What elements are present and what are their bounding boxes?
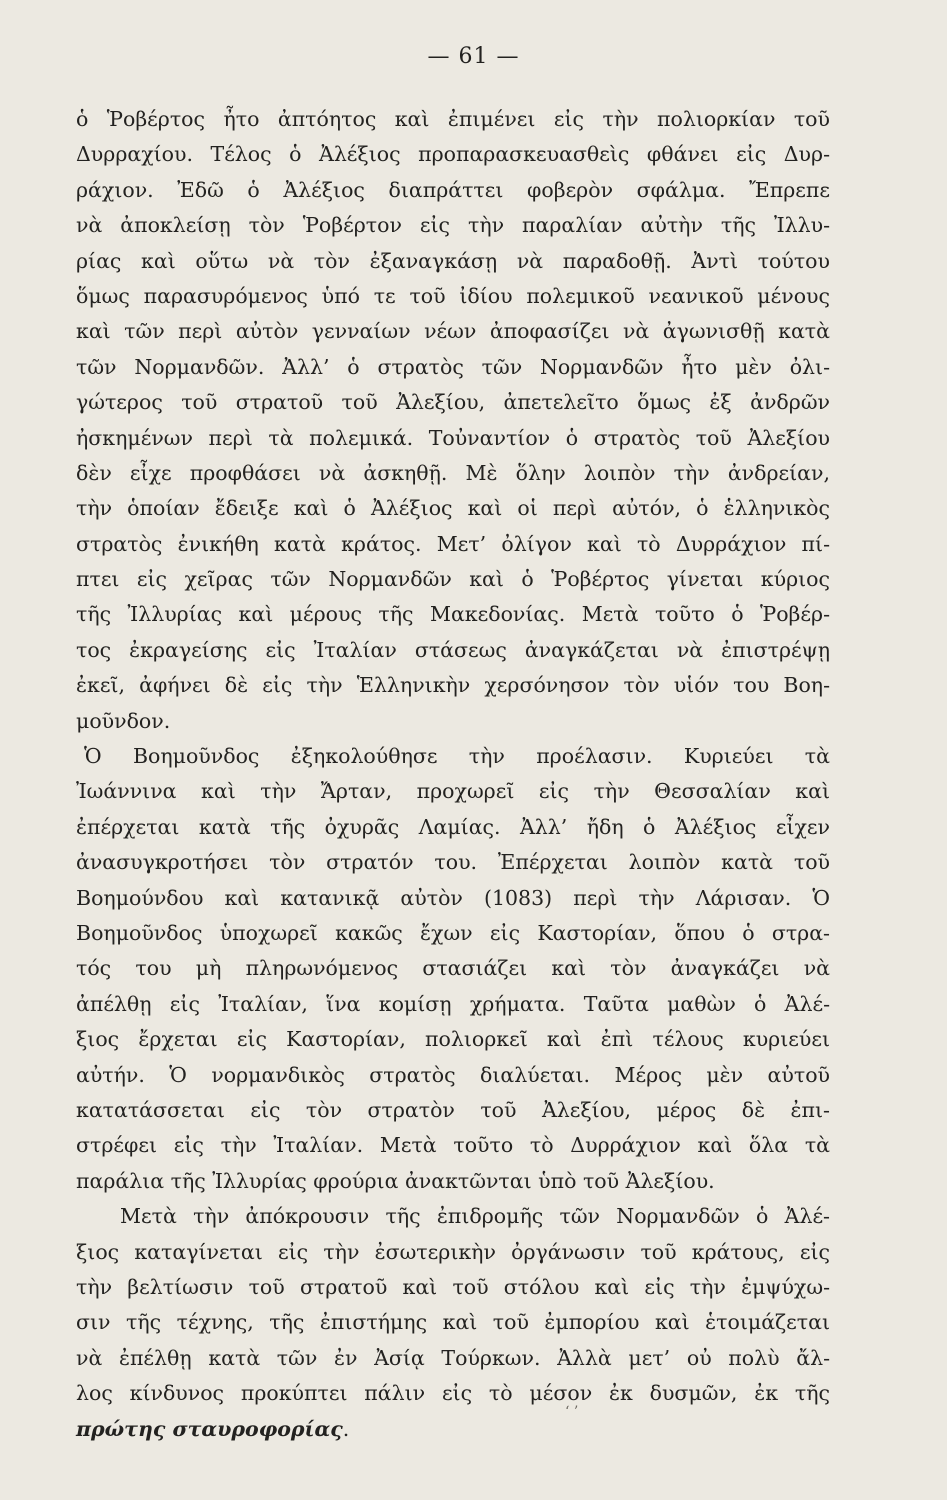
text-line: τος ἐκραγείσης εἰς Ἰταλίαν στάσεως ἀναγκάζεται νὰ ἐπιστρέψῃ: [76, 637, 830, 662]
text-line: τὴν βελτίωσιν τοῦ στρατοῦ καὶ τοῦ στόλου καὶ εἰς τὴν ἐμψύχω-: [76, 1274, 830, 1299]
text-line: ρίας καὶ οὕτω νὰ τὸν ἐξαναγκάσῃ νὰ παραδοθῇ. Ἀντὶ τούτου: [76, 248, 830, 273]
text-line: τῆς Ἰλλυρίας καὶ μέρους τῆς Μακεδονίας. Μετὰ τοῦτο ὁ Ῥοβέρ-: [76, 602, 830, 627]
text-line: ξιος καταγίνεται εἰς τὴν ἐσωτερικὴν ὀργάνωσιν τοῦ κράτους, εἰς: [76, 1239, 830, 1264]
footer-mark: ‘ ’: [565, 1404, 579, 1420]
text-line: Δυρραχίου. Τέλος ὁ Ἀλέξιος προπαρασκευασθεὶς φθάνει εἰς Δυρ-: [76, 142, 830, 167]
text-line: νὰ ἐπέλθῃ κατὰ τῶν ἐν Ἀσίᾳ Τούρκων. Ἀλλὰ μετ’ οὐ πολὺ ἄλ-: [76, 1345, 830, 1370]
text-line: Μετὰ τὴν ἀπόκρουσιν τῆς ἐπιδρομῆς τῶν Νορμανδῶν ὁ Ἀλέ-: [120, 1204, 830, 1229]
text-line: πτει εἰς χεῖρας τῶν Νορμανδῶν καὶ ὁ Ῥοβέρτος γίνεται κύριος: [76, 567, 830, 592]
final-line: [76, 1412, 830, 1447]
page-number: — 61 —: [427, 44, 520, 69]
text-line: Ὁ Βοημοῦνδος ἐξηκολούθησε τὴν προέλασιν. Κυριεύει τὰ: [84, 744, 830, 769]
text-line: τός του μὴ πληρωνόμενος στασιάζει καὶ τὸν ἀναγκάζει νὰ: [76, 956, 830, 981]
body-text: [76, 102, 830, 1411]
text-line: δὲν εἶχε προφθάσει νὰ ἀσκηθῇ. Μὲ ὅλην λοιπὸν τὴν ἀνδρείαν,: [76, 460, 830, 485]
text-line: αὐτήν. Ὁ νορμανδικὸς στρατὸς διαλύεται. Μέρος μὲν αὐτοῦ: [76, 1062, 830, 1087]
text-line: στρατὸς ἐνικήθη κατὰ κράτος. Μετ’ ὀλίγον καὶ τὸ Δυρράχιον πί-: [76, 531, 830, 556]
text-line: ὅμως παρασυρόμενος ὑπό τε τοῦ ἰδίου πολεμικοῦ νεανικοῦ μένους: [76, 283, 830, 308]
text-line: κατατάσσεται εἰς τὸν στρατὸν τοῦ Ἀλεξίου, μέρος δὲ ἐπι-: [76, 1097, 830, 1122]
text-line: ξιος ἔρχεται εἰς Καστορίαν, πολιορκεῖ καὶ ἐπὶ τέλους κυριεύει: [76, 1027, 830, 1052]
text-line: ράχιον. Ἐδῶ ὁ Ἀλέξιος διαπράττει φοβερὸν σφάλμα. Ἔπρεπε: [76, 177, 830, 202]
text-line: ἐκεῖ, ἀφήνει δὲ εἰς τὴν Ἑλληνικὴν χερσόνησον τὸν υἱόν του Βοη-: [76, 673, 830, 698]
text-line: μοῦνδον.: [76, 708, 171, 733]
final-punctuation: .: [342, 1416, 350, 1441]
text-line: ἐπέρχεται κατὰ τῆς ὀχυρᾶς Λαμίας. Ἀλλ’ ἤδη ὁ Ἀλέξιος εἶχεν: [76, 814, 830, 839]
text-line: Βοημοῦνδος ὑποχωρεῖ κακῶς ἔχων εἰς Καστορίαν, ὅπου ὁ στρα-: [76, 920, 830, 945]
text-line: στρέφει εἰς τὴν Ἰταλίαν. Μετὰ τοῦτο τὸ Δυρράχιον καὶ ὅλα τὰ: [76, 1133, 830, 1158]
text-line: ἠσκημένων περὶ τὰ πολεμικά. Τοὐναντίον ὁ στρατὸς τοῦ Ἀλεξίου: [76, 425, 830, 450]
text-line: σιν τῆς τέχνης, τῆς ἐπιστήμης καὶ τοῦ ἐμπορίου καὶ ἑτοιμάζεται: [76, 1310, 830, 1335]
text-line: ἀνασυγκροτήσει τὸν στρατόν του. Ἐπέρχεται λοιπὸν κατὰ τοῦ: [76, 850, 830, 875]
text-line: Βοημούνδου καὶ κατανικᾷ αὐτὸν (1083) περὶ τὴν Λάρισαν. Ὁ: [76, 885, 830, 910]
bold-phrase: πρώτης σταυροφορίας: [76, 1416, 343, 1441]
text-line: καὶ τῶν περὶ αὐτὸν γενναίων νέων ἀποφασίζει νὰ ἀγωνισθῇ κατὰ: [76, 319, 830, 344]
text-line: ὁ Ῥοβέρτος ἦτο ἀπτόητος καὶ ἐπιμένει εἰς τὴν πολιορκίαν τοῦ: [76, 107, 830, 131]
text-line: γώτερος τοῦ στρατοῦ τοῦ Ἀλεξίου, ἀπετελεῖτο ὅμως ἐξ ἀνδρῶν: [76, 390, 830, 415]
text-line: ἀπέλθῃ εἰς Ἰταλίαν, ἵνα κομίσῃ χρήματα. Ταῦτα μαθὼν ὁ Ἀλέ-: [76, 991, 830, 1016]
text-line: νὰ ἀποκλείσῃ τὸν Ῥοβέρτον εἰς τὴν παραλίαν αὐτὴν τῆς Ἰλλυ-: [76, 213, 830, 238]
text-line: λος κίνδυνος προκύπτει πάλιν εἰς τὸ μέσον ἐκ δυσμῶν, ἐκ τῆς: [76, 1381, 830, 1406]
text-line: Ἰωάννινα καὶ τὴν Ἄρταν, προχωρεῖ εἰς τὴν Θεσσαλίαν καὶ: [76, 779, 830, 804]
text-line: παράλια τῆς Ἰλλυρίας φρούρια ἀνακτῶνται ὑπὸ τοῦ Ἀλεξίου.: [76, 1168, 715, 1193]
text-line: τὴν ὁποίαν ἔδειξε καὶ ὁ Ἀλέξιος καὶ οἱ περὶ αὐτόν, ὁ ἑλληνικὸς: [76, 496, 830, 521]
text-line: τῶν Νορμανδῶν. Ἀλλ’ ὁ στρατὸς τῶν Νορμανδῶν ἦτο μὲν ὀλι-: [76, 354, 830, 379]
